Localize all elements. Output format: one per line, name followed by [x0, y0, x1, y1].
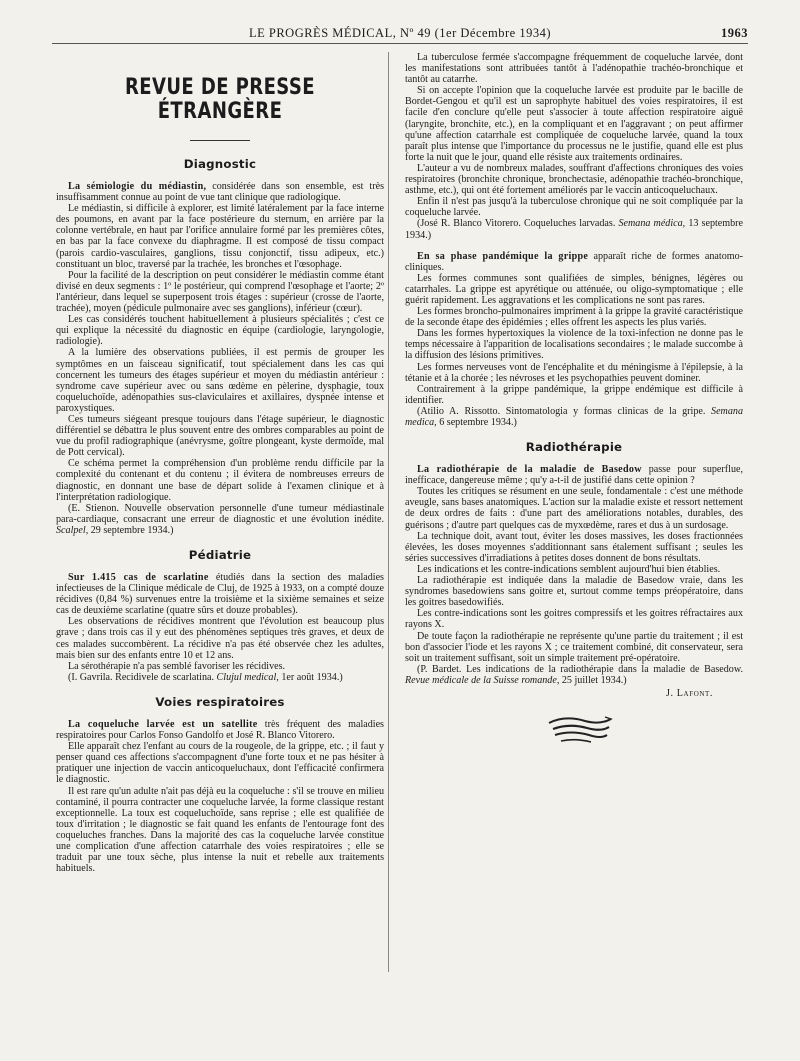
paragraph: Pour la facilité de la description on peut considérer le médiastin comme étant divisé en deux segments : 1º le postérieur, qui comprend l'œsophage et l'aorte; 2º l'antérieur, dans lequel se superposent trois étages : supérieur (crosse de l'aorte, trachée), moyen (pédicule pulmonaire avec ses ganglions), inférieur (cœur). — [56, 269, 384, 315]
paragraph: Elle apparaît chez l'enfant au cours de la rougeole, de la grippe, etc. ; il faut y penser quand ces affections s'accompagnent d'une forte toux et ne pas hésiter à pratiquer une injection de vaccin anticoqueluchaux, dont l'efficacité confirmera le diagnostic. — [56, 741, 384, 786]
paragraph: Le médiastin, si difficile à explorer, est limité latéralement par la face interne des poumons, en avant par la face postérieure du sternum, en arrière par la colonne vertébrale, en haut par l'orifice annulaire formé par les premières côtes, en bas par la face convexe du diaphragme. Il est composé de tissu compact (parois cardio-vasculaires, ganglions, tissu conjonctif, tissu adipeux, etc.) constituant un bloc, traversé par la trachée, les bronches et l'œsophage. — [56, 203, 384, 270]
paragraph — [56, 572, 384, 616]
reference-text: (P. Bardet. Les indications de la radiothérapie dans la maladie de Basedow. — [417, 663, 743, 675]
page-number: 1963 — [721, 25, 748, 40]
reference-date: 6 septembre 1934.) — [436, 417, 517, 428]
section-title: REVUE DE PRESSE ÉTRANGÈRE — [124, 75, 316, 124]
running-header — [52, 22, 748, 44]
end-ornament-icon — [545, 713, 615, 749]
paragraph: La tuberculose fermée s'accompagne fréquemment de coqueluche larvée, dont les manifestations sont attribuées tantôt à l'adénopathie trachéo-bronchique et tantôt au catarrhe. — [405, 52, 743, 86]
paragraph: Si on accepte l'opinion que la coqueluche larvée est produite par le bacille de Bordet-Gengou et qu'il est un saprophyte habituel des voies respiratoires, il est facile d'en conclure qu'elle peut s'associer à toute affection respiratoire aiguë (laryngite, bronchite, etc.), en la compliquant et en l'aggravant ; on peut affirmer qu'une affection catarrhale est compliquée de coqueluche larvée, quand la toux paraît plus intense que l'importance du processus ne le justifie, quand elle est plus forte la nuit que le jour, quand elle résiste aux traitements ordinaires. — [405, 85, 743, 163]
paragraph — [405, 464, 743, 486]
reference-text: (Atilio A. Rissotto. Sintomatologia y formas clinicas de la gripe. — [417, 405, 712, 417]
column-divider — [388, 52, 389, 972]
heading-radiotherapie: Radiothérapie — [525, 440, 623, 455]
paragraph: Ces tumeurs siégeant presque toujours dans l'étage supérieur, le diagnostic différentiel se débattra le plus souvent entre des ombres comparables au point de vue du profil radiographique (anévrysme, goître plongeant, kyste dermoïde, mal de Pott cervical). — [56, 413, 384, 459]
reference — [56, 672, 384, 683]
paragraph: La technique doit, avant tout, éviter les doses massives, les doses fractionnées élevées, les doses moyennes s'additionnant sans étalement suffisant ; seules les séries successives d'irradiations à petites doses donnent de bons résultats. — [405, 530, 743, 564]
paragraph: Contrairement à la grippe pandémique, la grippe endémique est difficile à identifier. — [405, 383, 743, 406]
header-rule — [52, 43, 748, 44]
reference — [405, 406, 743, 428]
paragraph-text: passe pour superflue, inefficace, dangereuse même ; qu'y a-t-il de justifié dans cette opinion ? — [405, 464, 743, 487]
paragraph: Il est rare qu'un adulte n'ait pas déjà eu la coqueluche : s'il se trouve en milieu contaminé, il pourra contracter une coqueluche larvée, la forme classique restant exceptionnelle. La toux est coqueluchoïde, sans reprise ; elle est qualifiée de toux d'irritation ; le diagnostic se fait quand les enfants de l'entourage font des coqueluches franches. Dans la majorité des cas la coqueluche larvée constitue une complication d'une affection catarrhale des voies respiratoires ; elle se traduit par une toux sèche, plus intense la nuit et rebelle aux traitements habituels. — [56, 785, 384, 875]
reference-journal: Revue médicale de la Suisse romande, — [405, 674, 560, 686]
paragraph-text: apparaît riche de formes anatomo-cliniques. — [405, 250, 743, 273]
heading-pediatrie: Pédiatrie — [188, 548, 252, 562]
reference — [405, 664, 743, 686]
spacer — [405, 241, 743, 251]
paragraph: Les contre-indications sont les goitres compressifs et les goitres réfractaires aux rayons X. — [405, 608, 743, 631]
reference-text: (E. Stienon. Nouvelle observation personnelle d'une tumeur médiastinale para-cardiaque, consacrant une erreur de diagnostic et une évolution inédite. — [56, 502, 384, 525]
author-signature: J. Lafont. — [666, 687, 713, 699]
paragraph: La sérothérapie n'a pas semblé favoriser les récidives. — [68, 660, 286, 672]
paragraph: De toute façon la radiothérapie ne représente qu'une partie du traitement ; il est bon d'associer l'iode et les rayons X ; ce traitement combiné, dit conservateur, sera soit un traitement suffisant, soit un simple traitement pré-opératoire. — [405, 630, 743, 664]
title-rule — [190, 140, 250, 141]
paragraph: Les indications et les contre-indications semblent aujourd'hui bien établies. — [417, 563, 721, 575]
left-column — [56, 56, 384, 874]
paragraph — [56, 181, 384, 203]
heading-voies-respiratoires: Voies respiratoires — [155, 694, 285, 709]
paragraph: Les formes broncho-pulmonaires impriment à la grippe la gravité caractéristique de la seconde étape des épidémies ; elles offrent les aspects les plus variés. — [405, 306, 743, 329]
reference-date: 13 septembre 1934.) — [405, 218, 744, 241]
paragraph: Toutes les critiques se résument en une seule, fondamentale : c'est une méthode aveugle, sans bases anatomiques. L'action sur la maladie existe et ressort nettement de deux ordres de faits : d'une part des améliorations notables, durables, des guérisons ; d'autre part quelques cas de myxœdème, rares et dus à un surdosage. — [405, 486, 743, 531]
paragraph: Les formes communes sont qualifiées de simples, bénignes, légères ou catarrhales. La grippe est apyrétique ou atténuée, ou oligo-symptomatique ; elle guérit rapidement. Les aggravations et les complications ne sont pas rares. — [405, 272, 743, 306]
reference-journal: Scalpel, — [56, 524, 89, 536]
reference-date: 1er août 1934.) — [278, 671, 343, 683]
paragraph-text: très fréquent des maladies respiratoires pour Carlos Fonso Gandolfo et José R. Blanco Vitorero. — [56, 718, 384, 742]
paragraph: La radiothérapie est indiquée dans la maladie de Basedow vraie, dans les syndromes basedowiens sans goitre et, surtout comme temps préopératoire, dans les goitres basedowifiés. — [405, 575, 743, 609]
paragraph-text: considérée dans son ensemble, est très insuffisamment connue au point de vue tant clinique que radiologique. — [56, 181, 384, 204]
paragraph: Ce schéma permet la compréhension d'un problème rendu difficile par la complexité du contenant et du contenu ; il évitera de nombreuses erreurs de diagnostic, en donnant une base de départ solide à l'examen clinique et à l'interprétation radiologique. — [56, 458, 384, 503]
reference-text: (José R. Blanco Vitorero. Coqueluches larvadas. — [417, 218, 619, 230]
reference — [405, 218, 743, 240]
paragraph: L'auteur a vu de nombreux malades, souffrant d'affections chroniques des voies respiratoires (bronchite chronique, bronchectasie, adénopathie trachéo-bronchique, asthme, etc.), qui ont été fortement améliorés par le vaccin anticoqueluchaux. — [405, 162, 743, 197]
lead-phrase: La sémiologie du médiastin, — [68, 181, 207, 192]
paragraph — [56, 719, 384, 741]
paragraph: Enfin il n'est pas jusqu'à la tuberculose chronique qui ne soit compliquée par la coqueluche larvée. — [405, 196, 743, 219]
paragraph — [405, 251, 743, 273]
lead-phrase: Sur 1.415 cas de scarlatine — [68, 572, 209, 583]
reference-journal: Semana medica, — [405, 405, 743, 428]
reference-journal: Semana médica, — [618, 218, 686, 230]
paragraph: Dans les formes hypertoxiques la violence de la toxi-infection ne donne pas le temps nécessaire à l'apparition de localisations secondaires ; le malade succombe à la diffusion des lésions primitives. — [405, 328, 743, 362]
paragraph: Les observations de récidives montrent que l'évolution est beaucoup plus grave ; dans trois cas il y eut des phénomènes septiques très graves, et deux de ces malades succombèrent. La récidive n'a pas été observée chez les adultes, mais bien sur des enfants entre 10 et 12 ans. — [56, 616, 384, 661]
journal-title: LE PROGRÈS MÉDICAL, Nº 49 (1er Décembre 1934) — [248, 25, 552, 40]
reference-journal: Clujul medical, — [216, 671, 279, 683]
paragraph: Les cas considérés touchent habituellement à plusieurs spécialités ; c'est ce qui explique la nécessité du diagnostic en équipe (cardiologie, laryngologie, radiologie). — [56, 314, 384, 348]
reference-date: 25 juillet 1934.) — [559, 674, 627, 686]
paragraph: A la lumière des observations publiées, il est permis de grouper les symptômes en un faisceau significatif, tout spécialement dans les cas qui concernent les tumeurs des étages supérieur et moyen du médiastin antérieur : syndrome cave supérieur avec ou sans œdème en pèlerine, dysphagie, toux coqueluchoïde, adénopathies sus-claviculaires et axillaires, dyspnée intense et paroxystiques. — [56, 347, 384, 414]
reference-text: (I. Gavrila. Recidivele de scarlatina. — [68, 671, 217, 683]
reference-date: 29 septembre 1934.) — [88, 524, 174, 536]
heading-diagnostic: Diagnostic — [183, 157, 257, 171]
paragraph: Les formes nerveuses vont de l'encéphalite et du méningisme à l'épilepsie, à la tétanie et à la chorée ; les névroses et les psychopathies peuvent dominer. — [405, 361, 743, 384]
lead-phrase: En sa phase pandémique la grippe — [417, 250, 589, 262]
lead-phrase: La coqueluche larvée est un satellite — [68, 718, 258, 730]
reference — [56, 503, 384, 536]
paragraph-text: étudiés dans la section des maladies infectieuses de la Clinique médicale de Cluj, de 1925 à 1933, on a compté douze récidives (0,84 %) survenues entre la troisième et la sixième semaines et seize cas de deuxième scarlatine (quatre sûrs et douze probables). — [56, 572, 384, 617]
lead-phrase: La radiothérapie de la maladie de Basedow — [417, 464, 642, 476]
right-column — [405, 52, 743, 749]
